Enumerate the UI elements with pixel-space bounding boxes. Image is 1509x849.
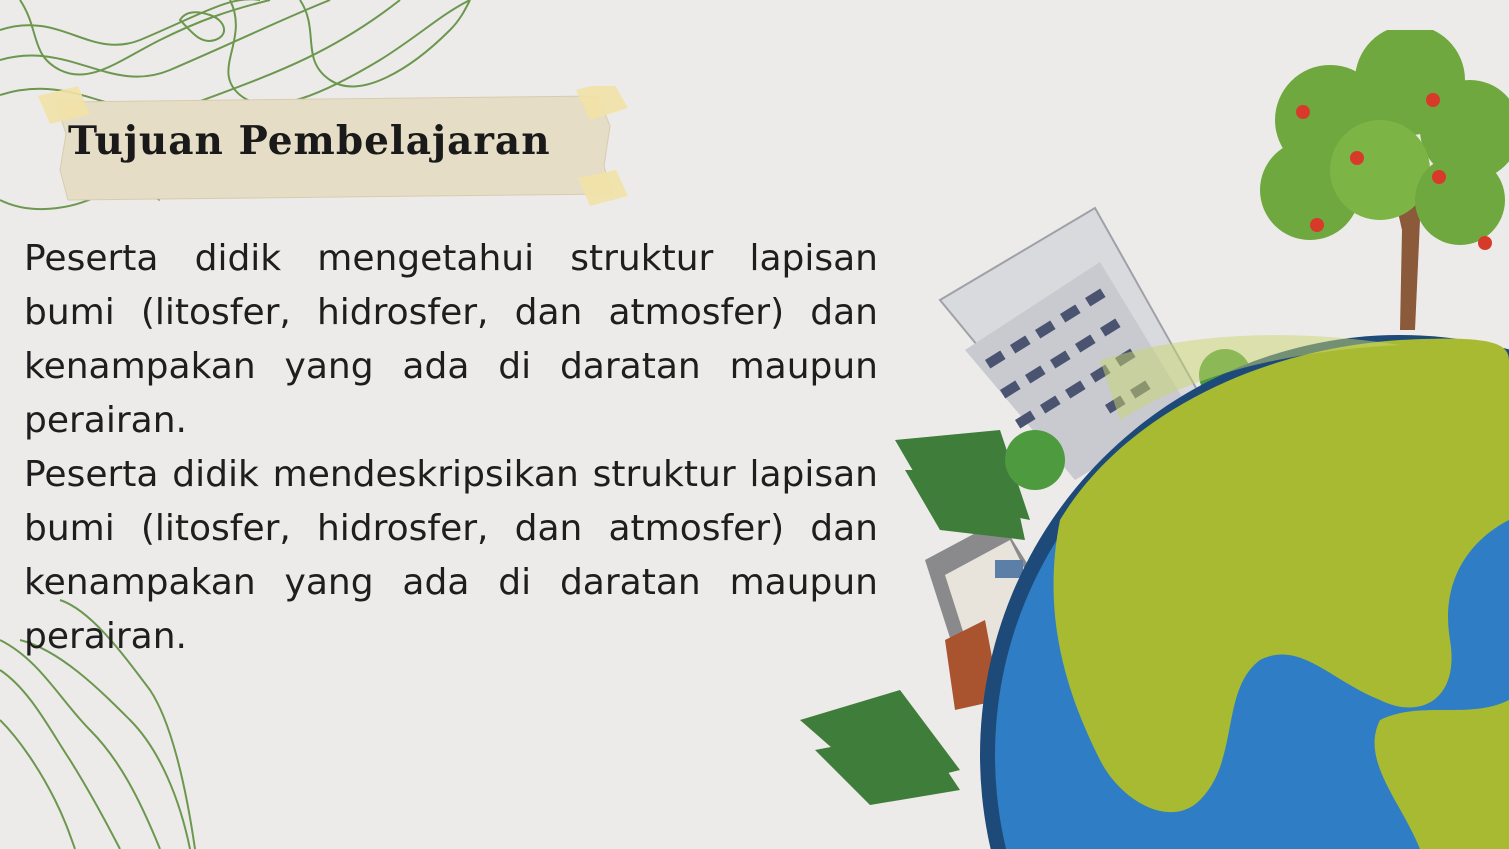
page-title: Tujuan Pembelajaran (68, 118, 551, 164)
apple-tree-icon (1260, 30, 1509, 330)
learning-objectives-text (24, 232, 878, 664)
objective-paragraph-2: Peserta didik mendeskripsikan struktur lapisan bumi (litosfer, hidrosfer, dan atmosfer) dan kenampakan yang ada di daratan maupun perairan. (24, 454, 878, 657)
earth-city-illustration (790, 30, 1509, 849)
objective-paragraph-1: Peserta didik mengetahui struktur lapisan bumi (litosfer, hidrosfer, dan atmosfer) dan kenampakan yang ada di daratan maupun perairan. (24, 238, 878, 441)
